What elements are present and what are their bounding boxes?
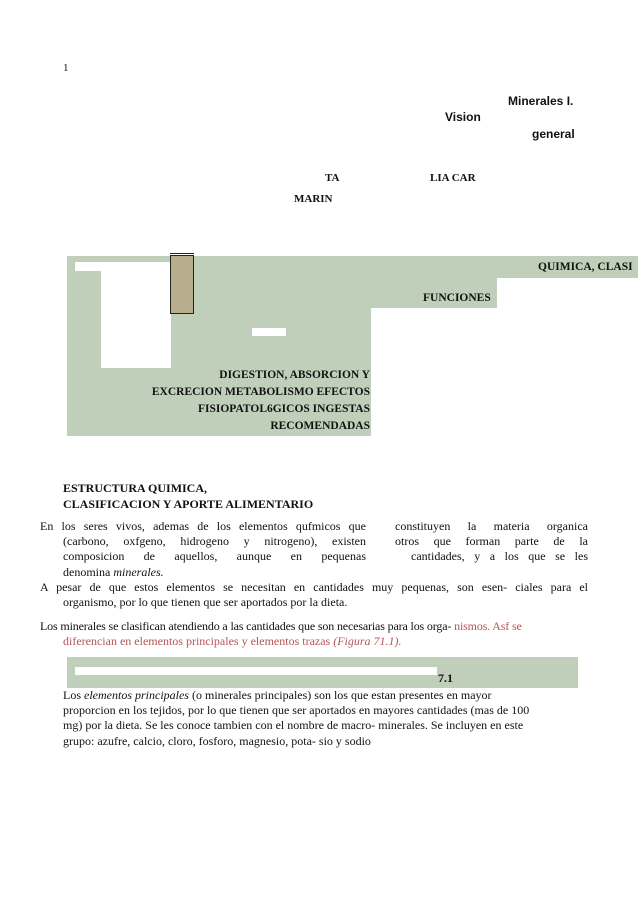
section-heading-line-2: CLASIFICACION Y APORTE ALIMENTARIO bbox=[63, 497, 314, 511]
para1-left-line-3: composicion de aquellos, aunque en pequenas bbox=[63, 549, 366, 564]
toc-item-structure: QUIMICA, CLASI bbox=[538, 261, 633, 273]
toc-item-functions: FUNCIONES bbox=[423, 292, 491, 304]
toc-item-digestion-1: DIGESTION, ABSORCION Y bbox=[219, 369, 370, 381]
author-fragment-1: TA bbox=[325, 172, 340, 184]
para4-line-4: grupo: azufre, calcio, cloro, fosforo, magnesio, pota- sio y sodio bbox=[63, 733, 371, 748]
para2-line-2: organismo, por lo que tienen que ser aportados por la dieta. bbox=[63, 595, 348, 610]
title-line-1: Minerales I. bbox=[508, 94, 574, 108]
para1-left-line-1: En los seres vivos, ademas de los elementos qufmicos que bbox=[40, 519, 366, 533]
figure-label: 7.1 bbox=[438, 671, 453, 685]
para3-line-1: Los minerales se clasifican atendiendo a las cantidades que son necesarias para los orga- bbox=[40, 619, 455, 633]
author-fragment-2: LIA CAR bbox=[430, 172, 476, 184]
title-line-3: general bbox=[532, 127, 575, 141]
page-number: 1 bbox=[63, 62, 69, 74]
paragraph-3 bbox=[40, 619, 588, 649]
figure-reference-link[interactable]: (Figura 71.1). bbox=[333, 634, 402, 649]
toc-marker bbox=[170, 255, 194, 314]
toc-item-digestion-2: EXCRECION METABOLISMO EFECTOS bbox=[151, 386, 370, 398]
para1-left-term: minerales. bbox=[113, 564, 164, 579]
paragraph-1-right bbox=[395, 519, 588, 565]
para4-line-1-rest: (o minerales principales) son los que estan presentes en mayor bbox=[188, 688, 492, 702]
para1-left-line-2: (carbono, oxfgeno, hidrogeno y nitrogeno), existen bbox=[63, 534, 366, 549]
para2-line-1: A pesar de que estos elementos se necesitan en cantidades muy pequenas, son esen- ciales para el bbox=[40, 580, 588, 594]
para4-line-3: mg) por la dieta. Se les conoce tambien con el nombre de macro- minerales. Se incluyen en este bbox=[63, 718, 524, 733]
paragraph-1-left bbox=[40, 519, 366, 580]
paragraph-2 bbox=[40, 580, 588, 610]
figure-caption-bar-inset bbox=[75, 667, 437, 675]
para3-highlight-1: nismos. Asf se bbox=[454, 619, 522, 633]
para4-prefix: Los bbox=[63, 688, 84, 702]
para1-right-line-1: constituyen la materia organica bbox=[395, 519, 588, 533]
para1-left-line-4: denomina bbox=[63, 564, 114, 579]
section-heading-line-1: ESTRUCTURA QUIMICA, bbox=[63, 481, 208, 495]
para4-term: elementos principales bbox=[84, 688, 189, 702]
author-fragment-3: MARIN bbox=[294, 193, 333, 205]
para1-right-line-2: otros que forman parte de la bbox=[395, 534, 588, 549]
para4-line-2: proporcion en los tejidos, por lo que tienen que ser aportados en mayores cantidades (mas de 100 bbox=[63, 703, 530, 718]
para1-right-line-3: cantidades, y a los que se les bbox=[411, 549, 588, 564]
toc-item-digestion-4: RECOMENDADAS bbox=[270, 420, 370, 432]
paragraph-4 bbox=[63, 688, 573, 749]
toc-item-digestion-3: FISIOPATOL6GICOS INGESTAS bbox=[197, 403, 370, 415]
para3-highlight-2: diferencian en elementos principales y elementos trazas bbox=[63, 634, 334, 649]
title-line-2: Vision bbox=[445, 110, 481, 124]
